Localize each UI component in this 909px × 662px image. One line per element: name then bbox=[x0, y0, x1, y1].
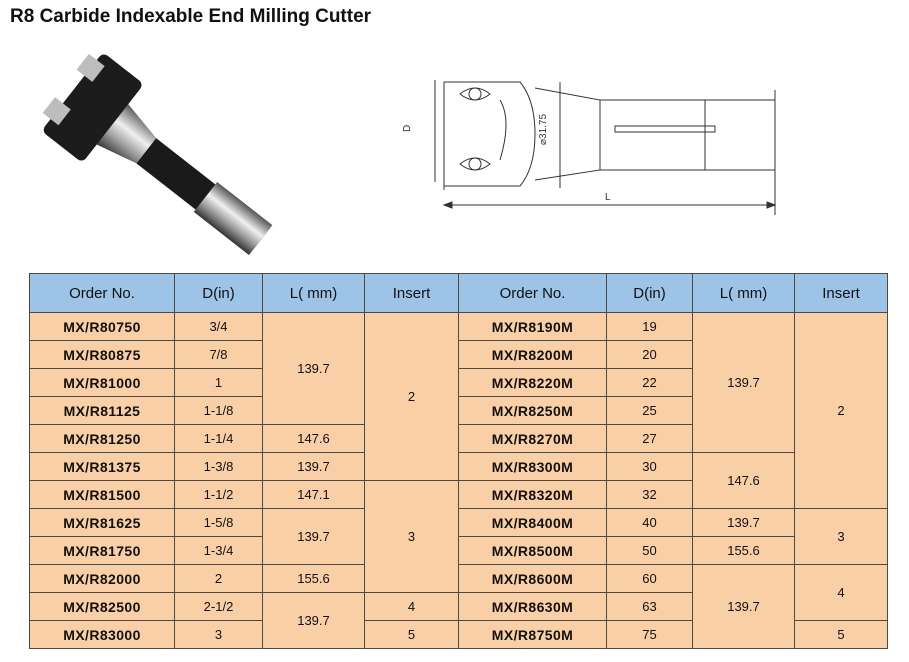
d-in: 2 bbox=[175, 565, 263, 593]
order-no: MX/R80750 bbox=[30, 313, 175, 341]
table-row bbox=[30, 453, 888, 481]
d-in: 1-3/8 bbox=[175, 453, 263, 481]
cutter-photo bbox=[12, 40, 282, 260]
d-in-2: 60 bbox=[607, 565, 693, 593]
l-mm: 139.7 bbox=[263, 313, 365, 425]
order-no-2: MX/R8400M bbox=[459, 509, 607, 537]
header-insert: Insert bbox=[365, 274, 459, 313]
diameter-label: D bbox=[402, 124, 413, 132]
order-no-2: MX/R8300M bbox=[459, 453, 607, 481]
d-in: 3 bbox=[175, 621, 263, 649]
l-mm: 147.1 bbox=[263, 481, 365, 509]
d-in: 2-1/2 bbox=[175, 593, 263, 621]
header-row bbox=[30, 274, 888, 313]
order-no: MX/R81500 bbox=[30, 481, 175, 509]
d-in: 1-1/2 bbox=[175, 481, 263, 509]
order-no: MX/R81625 bbox=[30, 509, 175, 537]
insert: 3 bbox=[365, 481, 459, 593]
header-order-no: Order No. bbox=[30, 274, 175, 313]
order-no-2: MX/R8270M bbox=[459, 425, 607, 453]
header-d-2: D(in) bbox=[607, 274, 693, 313]
order-no-2: MX/R8750M bbox=[459, 621, 607, 649]
l-mm: 139.7 bbox=[263, 453, 365, 481]
order-no-2: MX/R8250M bbox=[459, 397, 607, 425]
page-title: R8 Carbide Indexable End Milling Cutter bbox=[10, 6, 372, 27]
d-in-2: 75 bbox=[607, 621, 693, 649]
header-d: D(in) bbox=[175, 274, 263, 313]
order-no-2: MX/R8600M bbox=[459, 565, 607, 593]
bore-label: ⌀31.75 bbox=[538, 113, 549, 145]
d-in-2: 63 bbox=[607, 593, 693, 621]
d-in-2: 25 bbox=[607, 397, 693, 425]
order-no: MX/R81750 bbox=[30, 537, 175, 565]
d-in: 1 bbox=[175, 369, 263, 397]
table-row bbox=[30, 537, 888, 565]
insert-2: 3 bbox=[795, 509, 888, 565]
d-in-2: 20 bbox=[607, 341, 693, 369]
insert-2: 2 bbox=[795, 313, 888, 509]
order-no-2: MX/R8630M bbox=[459, 593, 607, 621]
spec-table bbox=[29, 273, 888, 649]
table-row bbox=[30, 565, 888, 593]
insert-2: 5 bbox=[795, 621, 888, 649]
d-in: 1-3/4 bbox=[175, 537, 263, 565]
order-no-2: MX/R8220M bbox=[459, 369, 607, 397]
insert: 5 bbox=[365, 621, 459, 649]
l-mm-2: 155.6 bbox=[693, 537, 795, 565]
l-mm: 155.6 bbox=[263, 565, 365, 593]
l-mm-2: 139.7 bbox=[693, 509, 795, 537]
d-in-2: 30 bbox=[607, 453, 693, 481]
header-l-2: L( mm) bbox=[693, 274, 795, 313]
d-in: 7/8 bbox=[175, 341, 263, 369]
l-mm-2: 139.7 bbox=[693, 313, 795, 453]
d-in-2: 50 bbox=[607, 537, 693, 565]
order-no: MX/R82000 bbox=[30, 565, 175, 593]
d-in: 3/4 bbox=[175, 313, 263, 341]
header-insert-2: Insert bbox=[795, 274, 888, 313]
order-no: MX/R80875 bbox=[30, 341, 175, 369]
order-no: MX/R83000 bbox=[30, 621, 175, 649]
l-mm: 139.7 bbox=[263, 593, 365, 649]
order-no: MX/R81125 bbox=[30, 397, 175, 425]
order-no-2: MX/R8200M bbox=[459, 341, 607, 369]
technical-drawing bbox=[400, 60, 800, 220]
order-no: MX/R81375 bbox=[30, 453, 175, 481]
order-no-2: MX/R8190M bbox=[459, 313, 607, 341]
d-in: 1-1/8 bbox=[175, 397, 263, 425]
d-in-2: 27 bbox=[607, 425, 693, 453]
order-no: MX/R81000 bbox=[30, 369, 175, 397]
order-no: MX/R81250 bbox=[30, 425, 175, 453]
insert-2: 4 bbox=[795, 565, 888, 621]
insert: 2 bbox=[365, 313, 459, 481]
order-no: MX/R82500 bbox=[30, 593, 175, 621]
length-label: L bbox=[605, 192, 611, 203]
header-order-no-2: Order No. bbox=[459, 274, 607, 313]
d-in: 1-1/4 bbox=[175, 425, 263, 453]
order-no-2: MX/R8320M bbox=[459, 481, 607, 509]
d-in-2: 22 bbox=[607, 369, 693, 397]
l-mm: 139.7 bbox=[263, 509, 365, 565]
order-no-2: MX/R8500M bbox=[459, 537, 607, 565]
d-in-2: 32 bbox=[607, 481, 693, 509]
d-in-2: 19 bbox=[607, 313, 693, 341]
table-row bbox=[30, 313, 888, 341]
table-row bbox=[30, 509, 888, 537]
d-in: 1-5/8 bbox=[175, 509, 263, 537]
d-in-2: 40 bbox=[607, 509, 693, 537]
l-mm-2: 139.7 bbox=[693, 565, 795, 649]
l-mm: 147.6 bbox=[263, 425, 365, 453]
header-l: L( mm) bbox=[263, 274, 365, 313]
insert: 4 bbox=[365, 593, 459, 621]
l-mm-2: 147.6 bbox=[693, 453, 795, 509]
